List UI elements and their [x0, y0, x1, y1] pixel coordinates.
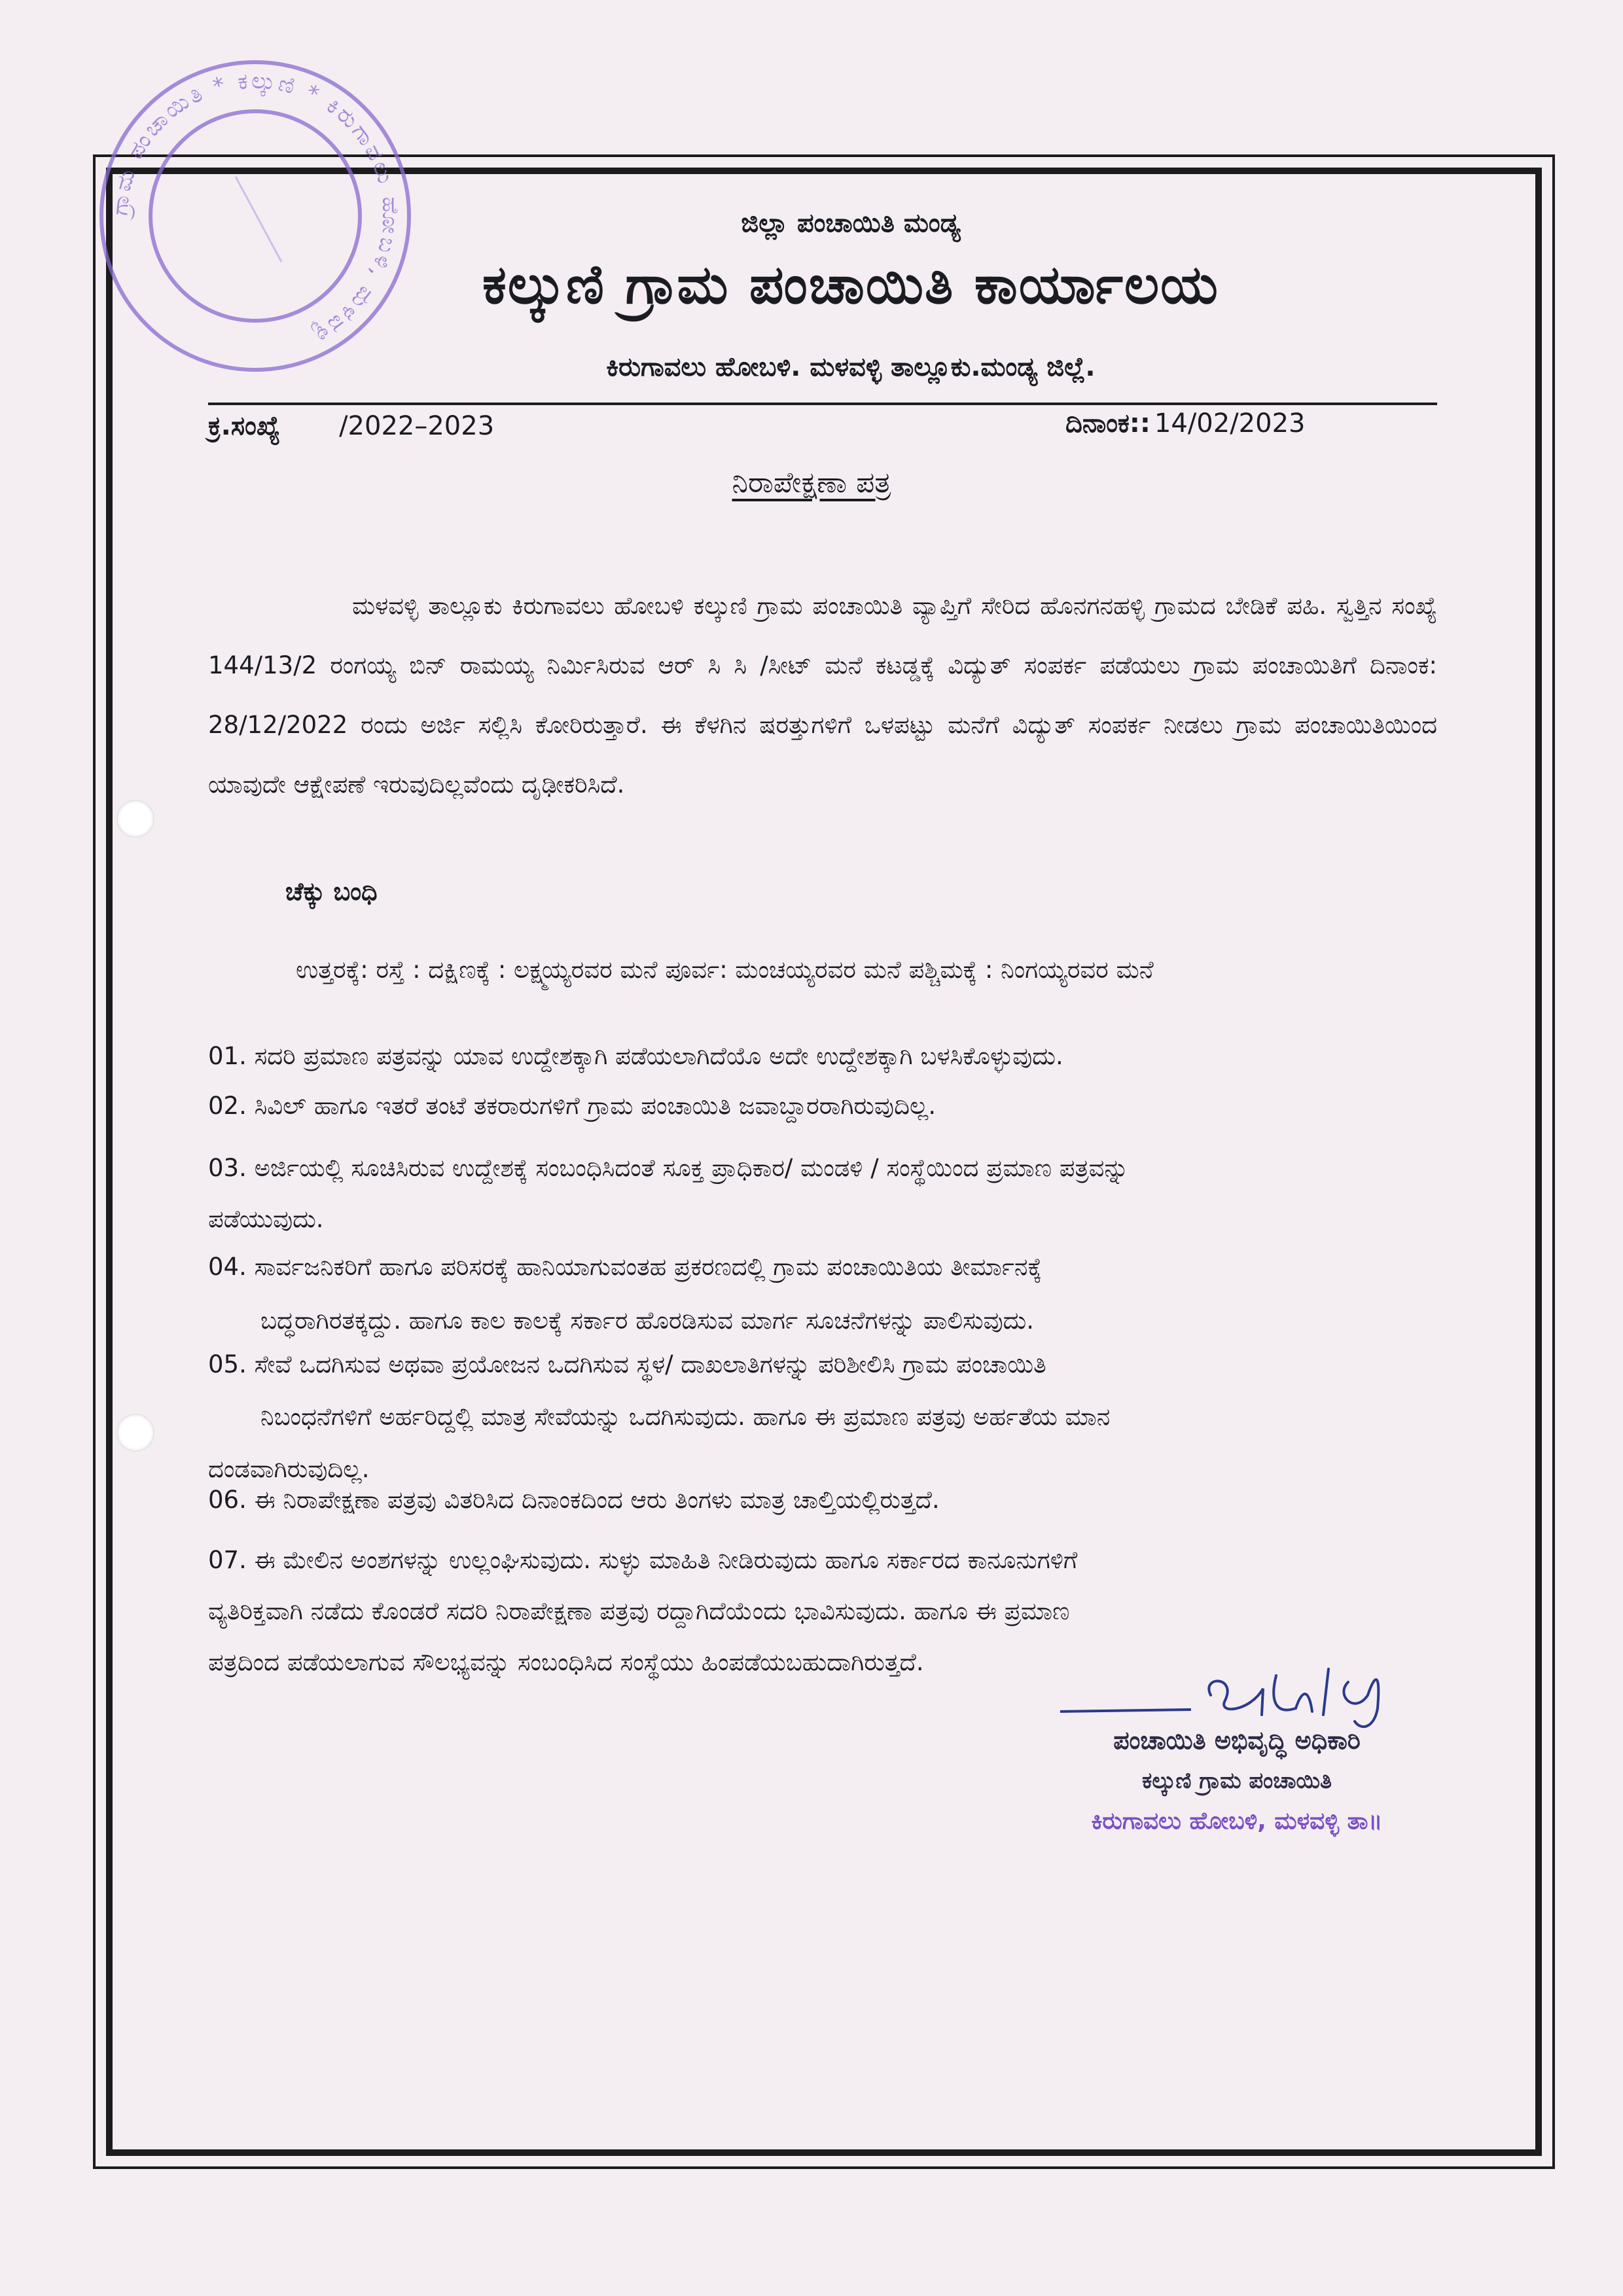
signature-stamp: [1034, 1720, 1440, 1842]
condition-text: 04. ಸಾರ್ವಜನಿಕರಿಗೆ ಹಾಗೂ ಪರಿಸರಕ್ಕೆ ಹಾನಿಯಾಗುವಂತಹ ಪ್ರಕರಣದಲ್ಲಿ ಗ್ರಾಮ ಪಂಚಾಯಿತಿಯ ತೀರ್ಮಾನಕ್ಕೆ: [208, 1253, 1043, 1281]
condition-continuation: ಬದ್ಧರಾಗಿರತಕ್ಕದ್ದು. ಹಾಗೂ ಕಾಲ ಕಾಲಕ್ಕೆ ಸರ್ಕಾರ ಹೊರಡಿಸುವ ಮಾರ್ಗ ಸೂಚನೆಗಳನ್ನು ಪಾಲಿಸುವುದು.: [260, 1306, 1035, 1335]
condition-item: [208, 1240, 1437, 1348]
reference-value: /2022–2023: [339, 411, 495, 441]
condition-continuation: ಪಡೆಯುವುದು.: [208, 1205, 324, 1233]
office-address: ಕಿರುಗಾವಲು ಹೋಬಳಿ. ಮಳವಳ್ಳಿ ತಾಲ್ಲೂಕು.ಮಂಡ್ಯ ಜಿಲ್ಲೆ.: [606, 352, 1096, 382]
date-value: 14/02/2023: [1154, 408, 1306, 439]
letter-date: [1065, 408, 1305, 439]
condition-text: 07. ಈ ಮೇಲಿನ ಅಂಶಗಳನ್ನು ಉಲ್ಲಂಘಿಸುವುದು. ಸುಳ್ಳು ಮಾಹಿತಿ ನೀಡಿರುವುದು ಹಾಗೂ ಸರ್ಕಾರದ ಕಾನೂನುಗಳಿಗೆ: [208, 1546, 1078, 1574]
condition-item: [208, 1338, 1437, 1496]
condition-continuation: ದಂಡವಾಗಿರುವುದಿಲ್ಲ.: [208, 1455, 370, 1483]
document-subject: ನಿರಾಪೇಕ್ಷಣಾ ಪತ್ರ: [732, 466, 891, 499]
condition-item: [208, 1092, 1437, 1121]
condition-text: 06. ಈ ನಿರಾಪೇಕ್ಷಣಾ ಪತ್ರವು ವಿತರಿಸಿದ ದಿನಾಂಕದಿಂದ ಆರು ತಿಂಗಳು ಮಾತ್ರ ಚಾಲ್ತಿಯಲ್ಲಿರುತ್ತದೆ.: [208, 1486, 940, 1514]
condition-continuation: ಪತ್ರದಿಂದ ಪಡೆಯಲಾಗುವ ಸೌಲಭ್ಯವನ್ನು ಸಂಬಂಧಿಸಿದ ಸಂಸ್ಥೆಯು ಹಿಂಪಡೆಯಬಹುದಾಗಿರುತ್ತದೆ.: [208, 1648, 924, 1676]
signatory-location: ಕಿರುಗಾವಲು ಹೋಬಳಿ, ಮಳವಳ್ಳಿ ತಾ॥: [1091, 1808, 1383, 1835]
condition-text: 02. ಸಿವಿಲ್ ಹಾಗೂ ಇತರೆ ತಂಟೆ ತಕರಾರುಗಳಿಗೆ ಗ್ರಾಮ ಪಂಚಾಯಿತಿ ಜವಾಬ್ದಾರರಾಗಿರುವುದಿಲ್ಲ.: [208, 1092, 936, 1120]
condition-continuation: ನಿಬಂಧನೆಗಳಿಗೆ ಅರ್ಹರಿದ್ದಲ್ಲಿ ಮಾತ್ರ ಸೇವೆಯನ್ನು ಒದಗಿಸುವುದು. ಹಾಗೂ ಈ ಪ್ರಮಾಣ ಪತ್ರವು ಅರ್ಹತೆಯ ಮಾನ: [260, 1403, 1111, 1431]
date-label: ದಿನಾಂಕ::: [1065, 408, 1150, 439]
reference-number: [208, 411, 494, 441]
boundaries-title: ಚೆಕ್ಕು ಬಂಧಿ: [285, 877, 378, 906]
body-paragraph: ಮಳವಳ್ಳಿ ತಾಲ್ಲೂಕು ಕಿರುಗಾವಲು ಹೋಬಳಿ ಕಲ್ಕುಣಿ ಗ್ರಾಮ ಪಂಚಾಯಿತಿ ವ್ಯಾಪ್ತಿಗೆ ಸೇರಿದ ಹೊನಗನಹಳ್ಳಿ ಗ್ರಾಮದ ಬೇಡಿಕೆ ಪಹಿ. ಸ್ವತ್ತಿನ ಸಂಖ್ಯೆ 144/13/2 ರಂಗಯ್ಯ ಬಿನ್ ರಾಮಯ್ಯ ನಿರ್ಮಿಸಿರುವ ಆರ್ ಸಿ ಸಿ /ಸೀಟ್ ಮನೆ ಕಟಡ್ಡಕ್ಕೆ ವಿದ್ಯುತ್ ಸಂಪರ್ಕ ಪಡೆಯಲು ಗ್ರಾಮ ಪಂಚಾಯಿತಿಗೆ ದಿನಾಂಕ: 28/12/2022 ರಂದು ಅರ್ಜಿ ಸಲ್ಲಿಸಿ ಕೋರಿರುತ್ತಾರೆ. ಈ ಕೆಳಗಿನ ಷರತ್ತುಗಳಿಗೆ ಒಳಪಟ್ಟು ಮನೆಗೆ ವಿದ್ಯುತ್ ಸಂಪರ್ಕ ನೀಡಲು ಗ್ರಾಮ ಪಂಚಾಯಿತಿಯಿಂದ ಯಾವುದೇ ಆಕ್ಷೇಪಣೆ ಇರುವುದಿಲ್ಲವೆಂದು ದೃಢೀಕರಿಸಿದೆ.: [208, 592, 1437, 798]
signatory-designation: ಪಂಚಾಯಿತಿ ಅಭಿವೃದ್ಧಿ ಅಧಿಕಾರಿ: [1113, 1726, 1361, 1755]
condition-text: 03. ಅರ್ಜಿಯಲ್ಲಿ ಸೂಚಿಸಿರುವ ಉದ್ದೇಶಕ್ಕೆ ಸಂಬಂಧಿಸಿದಂತೆ ಸೂಕ್ತ ಪ್ರಾಧಿಕಾರ/ ಮಂಡಳಿ / ಸಂಸ್ಥೆಯಿಂದ ಪ್ರಮಾಣ ಪತ್ರವನ್ನು: [208, 1154, 1129, 1182]
boundaries-line: ಉತ್ತರಕ್ಕೆ: ರಸ್ತೆ : ದಕ್ಷಿಣಕ್ಕೆ : ಲಕ್ಷ್ಮಯ್ಯರವರ ಮನೆ ಪೂರ್ವ: ಮಂಚಯ್ಯರವರ ಮನೆ ಪಶ್ಚಿಮಕ್ಕೆ : ನಿಂಗಯ್ಯರವರ ಮನೆ: [296, 956, 1154, 984]
header-rule: [208, 403, 1437, 405]
district-heading: ಜಿಲ್ಲಾ ಪಂಚಾಯಿತಿ ಮಂಡ್ಯ: [741, 208, 961, 238]
signatory-office: ಕಲ್ಕುಣಿ ಗ್ರಾಮ ಪಂಚಾಯಿತಿ: [1142, 1768, 1332, 1794]
condition-continuation: ವ್ಯತಿರಿಕ್ತವಾಗಿ ನಡೆದು ಕೊಂಡರೆ ಸದರಿ ನಿರಾಪೇಕ್ಷಣಾ ಪತ್ರವು ರದ್ದಾಗಿದೆಯೆಂದು ಭಾವಿಸುವುದು. ಹಾಗೂ ಈ ಪ್ರಮಾಣ: [208, 1597, 1070, 1625]
seal-text: ಗ್ರಾಮ ಪಂಚಾಯಿತಿ * ಕಲ್ಕುಣಿ * ಕಿರುಗಾವಲು ಹೋಬಳಿ, ಮಳವಳ್ಳಿ: [107, 67, 404, 350]
condition-text: 01. ಸದರಿ ಪ್ರಮಾಣ ಪತ್ರವನ್ನು ಯಾವ ಉದ್ದೇಶಕ್ಕಾಗಿ ಪಡೆಯಲಾಗಿದೆಯೊ ಅದೇ ಉದ್ದೇಶಕ್ಕಾಗಿ ಬಳಸಿಕೊಳ್ಳುವುದು.: [208, 1042, 1063, 1070]
condition-item: [208, 1143, 1437, 1245]
condition-item: [208, 1042, 1437, 1071]
reference-label: ಕ್ರ.ಸಂಖ್ಯೆ: [208, 411, 281, 441]
condition-item: [208, 1486, 1437, 1515]
condition-text: 05. ಸೇವೆ ಒದಗಿಸುವ ಅಥವಾ ಪ್ರಯೋಜನ ಒದಗಿಸುವ ಸ್ಥಳ/ ದಾಖಲಾತಿಗಳನ್ನು ಪರಿಶೀಲಿಸಿ ಗ್ರಾಮ ಪಂಚಾಯಿತಿ: [208, 1350, 1046, 1378]
office-title: ಕಲ್ಕುಣಿ ಗ್ರಾಮ ಪಂಚಾಯಿತಿ ಕಾರ್ಯಾಲಯ: [482, 254, 1219, 316]
